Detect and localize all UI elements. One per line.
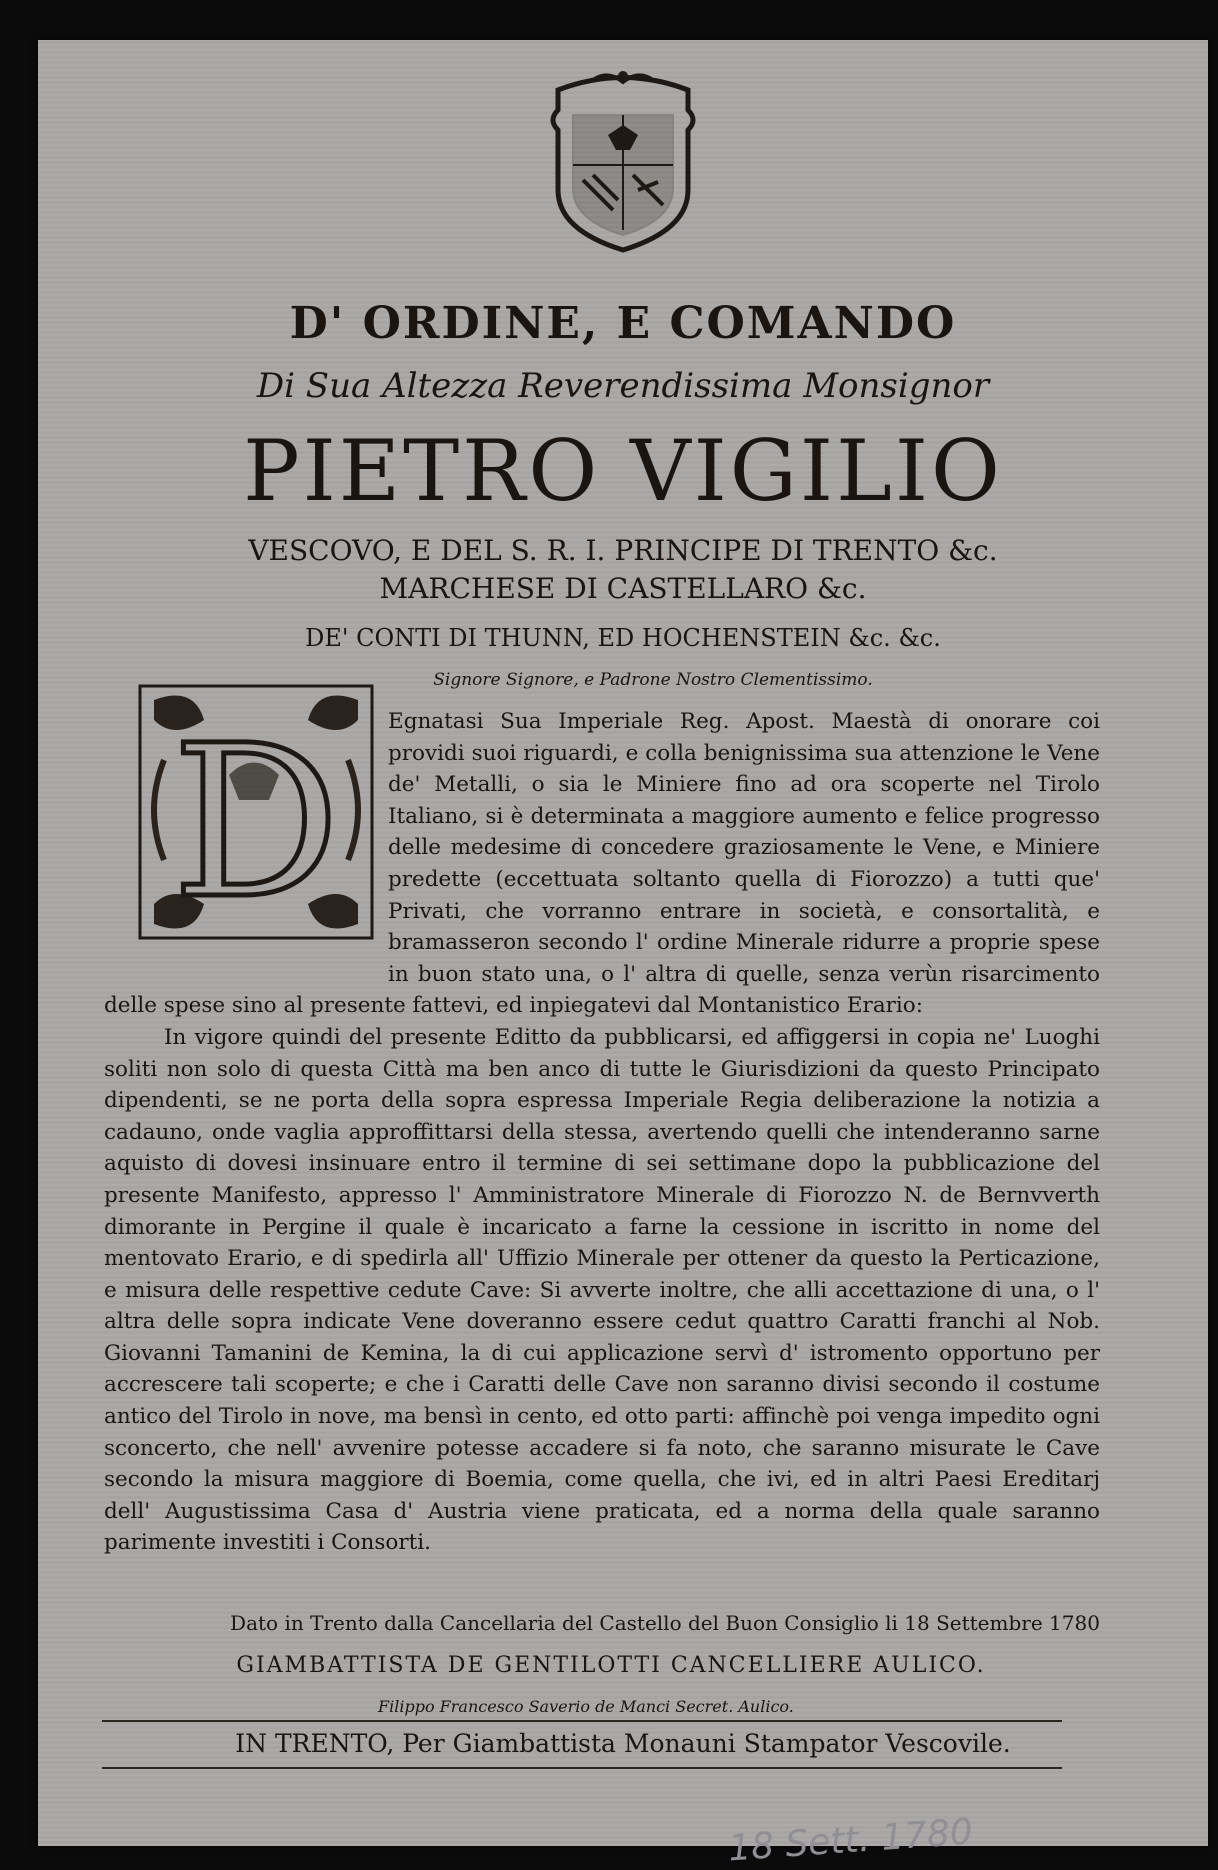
edict-body bbox=[104, 706, 1100, 1559]
conti-line: DE' CONTI DI THUNN, ED HOCHENSTEIN &c. &c. bbox=[305, 624, 941, 652]
altezza-line: Di Sua Altezza Reverendissima Monsignor bbox=[256, 366, 990, 406]
secretary-signature: Filippo Francesco Saverio de Manci Secret. Aulico. bbox=[378, 1697, 794, 1716]
edict-title: D' ORDINE, E COMANDO bbox=[289, 298, 957, 349]
divider bbox=[102, 1767, 1062, 1769]
handwritten-date: 18 Sett. 1780 bbox=[726, 1811, 975, 1870]
svg-text:D: D bbox=[171, 700, 341, 944]
paragraph-1: Egnatasi Sua Imperiale Reg. Apost. Maestà di onorare coi providi suoi riguardi, e colla benignissima sua attenzione le Vene de' Metalli, o sia le Miniere fino ad ora scoperte nel Tirolo Italiano, si è determinata a maggiore aumento e felice progresso delle medesime di concedere graziosamente le Vene, e Miniere predette (eccettuata soltanto quella di Fiorozzo) a tutti que' Privati, che vorranno entrare in società, e consortalità, e bramasseron secondo l' ordine Minerale ridurre a proprie spese in buon stato una, o l' altra di quelle, senza verùn risarcimento delle spese sino al presente fattevi, ed inpiegatevi dal Montanistico Erario: bbox=[104, 709, 1100, 1019]
divider bbox=[102, 1720, 1062, 1722]
coat-of-arms-icon bbox=[538, 70, 708, 260]
signore-line: Signore Signore, e Padrone Nostro Clementissimo. bbox=[433, 670, 873, 690]
date-line: Dato in Trento dalla Cancellaria del Castello del Buon Consiglio li 18 Settembre 1780 bbox=[230, 1611, 1100, 1635]
printer-line: IN TRENTO, Per Giambattista Monauni Stampator Vescovile. bbox=[235, 1729, 1011, 1758]
chancellor-signature: GIAMBATTISTA DE GENTILOTTI CANCELLIERE AULICO. bbox=[236, 1653, 986, 1678]
paragraph-2: In vigore quindi del presente Editto da pubblicarsi, ed affiggersi in copia ne' Luoghi soliti non solo di questa Città ma ben anco di tutte le Giurisdizioni da questo Principato dipendenti, se ne porta della sopra espressa Imperiale Regia deliberazione la notizia a cadauno, onde vaglia approffittarsi della stessa, avertendo quelli che intenderanno sarne aquisto di dovesi insinuare entro il termine di sei settimane dopo la pubblicazione del presente Manifesto, appresso l' Amministratore Minerale di Fiorozzo N. de Bernvverth dimorante in Pergine il quale è incaricato a farne la cessione in iscritto in nome del mentovato Erario, e di spedirla all' Uffizio Minerale per ottener da questo la Perticazione, e misura delle respettive cedute Cave: Si avverte inoltre, che alli accettazione di una, o l' altra delle sopra indicate Vene doveranno essere cedut quattro Caratti franchi al Nob. Giovanni Tamanini de Kemina, la di cui applicazione servì d' istromento opportuno per accrescere tali scoperte; e che i Caratti delle Cave non saranno divisi secondo il costume antico del Tirolo in nove, ma bensì in cento, ed otto parti: affinchè poi venga impedito ogni sconcerto, che nell' avvenire potesse accadere si fa noto, che saranno misurate le Cave secondo la misura maggiore di Boemia, come quella, che ivi, ed in altri Paesi Ereditarj dell' Augustissima Casa d' Austria viene praticata, ed a norma della quale saranno parimente investiti i Consorti. bbox=[104, 1024, 1100, 1556]
vescovo-line: VESCOVO, E DEL S. R. I. PRINCIPE DI TRENTO &c. bbox=[248, 534, 998, 567]
document-page bbox=[38, 40, 1208, 1870]
marchese-line: MARCHESE DI CASTELLARO &c. bbox=[379, 572, 867, 605]
bishop-name: PIETRO VIGILIO bbox=[243, 422, 1003, 520]
